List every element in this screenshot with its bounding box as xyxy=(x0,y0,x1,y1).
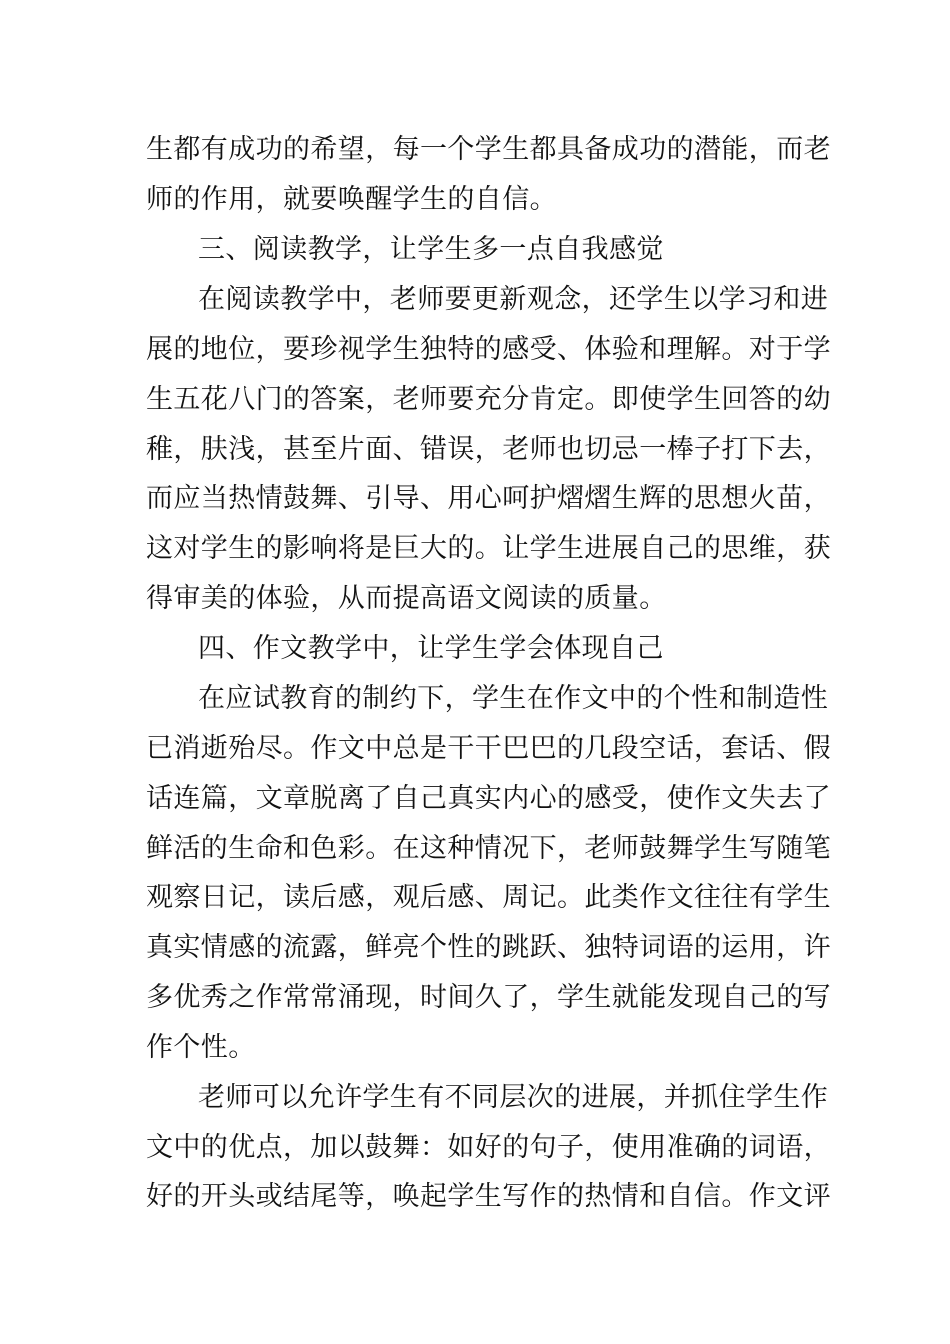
paragraph-line-19: 作个性。 xyxy=(146,1032,256,1063)
paragraph-line-12: 在应试教育的制约下，学生在作文中的个性和制造性 xyxy=(198,683,829,714)
section-heading-3: 三、阅读教学，让学生多一点自我感觉 xyxy=(198,234,664,265)
paragraph-line-17: 真实情感的流露，鲜亮个性的跳跃、独特词语的运用，许 xyxy=(146,932,831,963)
paragraph-line-7: 稚，肤浅，甚至片面、错误，老师也切忌一棒子打下去， xyxy=(146,434,831,465)
paragraph-line-6: 生五花八门的答案，老师要充分肯定。即使学生回答的幼 xyxy=(146,384,831,415)
paragraph-line-5: 展的地位，要珍视学生独特的感受、体验和理解。对于学 xyxy=(146,334,831,365)
paragraph-line-4: 在阅读教学中，老师要更新观念，还学生以学习和进 xyxy=(198,284,829,315)
paragraph-line-16: 观察日记，读后感，观后感、周记。此类作文往往有学生 xyxy=(146,882,831,913)
section-heading-4: 四、作文教学中，让学生学会体现自己 xyxy=(198,633,664,664)
paragraph-line-18: 多优秀之作常常涌现，时间久了，学生就能发现自己的写 xyxy=(146,982,831,1013)
paragraph-line-15: 鲜活的生命和色彩。在这种情况下，老师鼓舞学生写随笔 xyxy=(146,833,831,864)
paragraph-line-13: 已消逝殆尽。作文中总是干干巴巴的几段空话，套话、假 xyxy=(146,733,831,764)
paragraph-line-20: 老师可以允许学生有不同层次的进展，并抓住学生作 xyxy=(198,1082,829,1113)
paragraph-line-14: 话连篇，文章脱离了自己真实内心的感受，使作文失去了 xyxy=(146,783,831,814)
paragraph-line-21: 文中的优点，加以鼓舞：如好的句子，使用准确的词语， xyxy=(146,1132,831,1163)
paragraph-line-22: 好的开头或结尾等，唤起学生写作的热情和自信。作文评 xyxy=(146,1181,831,1212)
paragraph-line-2: 师的作用，就要唤醒学生的自信。 xyxy=(146,184,557,215)
paragraph-line-8: 而应当热情鼓舞、引导、用心呵护熠熠生辉的思想火苗， xyxy=(146,483,831,514)
paragraph-line-1: 生都有成功的希望，每一个学生都具备成功的潜能，而老 xyxy=(146,134,831,165)
paragraph-line-10: 得审美的体验，从而提高语文阅读的质量。 xyxy=(146,583,667,614)
paragraph-line-9: 这对学生的影响将是巨大的。让学生进展自己的思维，获 xyxy=(146,533,831,564)
